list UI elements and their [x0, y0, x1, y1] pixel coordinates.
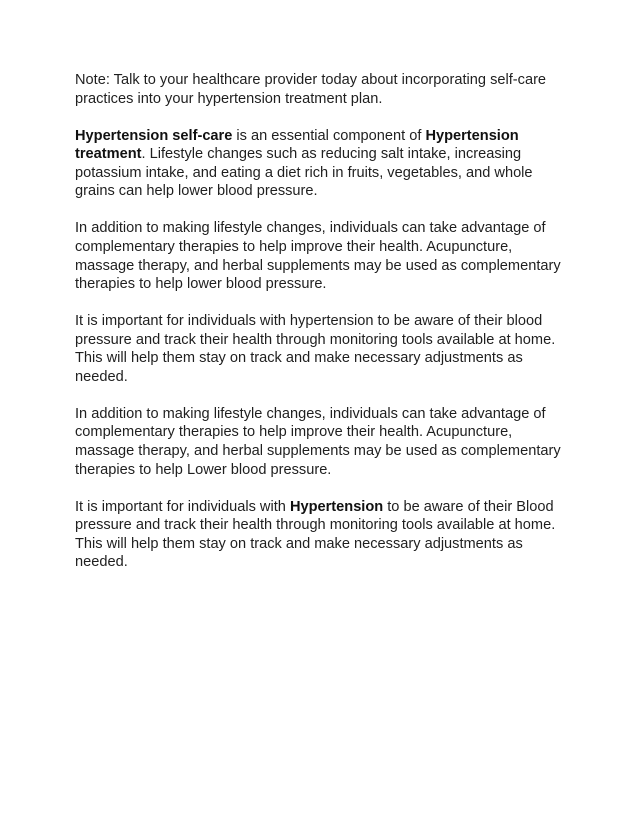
bold-term-self-care: Hypertension self-care [75, 127, 233, 144]
document-body [75, 71, 575, 590]
paragraph-monitoring: It is important for individuals with hypertension to be aware of their blood pressure and track their health through monitoring tools available at home. This will help them stay on track and make necessary adjustments as needed. [75, 313, 556, 385]
paragraph-text: is an essential component of [232, 127, 426, 144]
bold-term-treatment: Hypertension treatment [75, 127, 519, 163]
bold-term-hypertension: Hypertension [289, 498, 384, 515]
paragraph-therapies-repeat: In addition to making lifestyle changes, individuals can take advantage of complementary therapies to help improve their health. Acupuncture, massage therapy, and herbal supplements may be used as complementary therapies to help Lower blood pressure. [75, 405, 561, 478]
paragraph-therapies: In addition to making lifestyle changes, individuals can take advantage of complementary therapies to help improve their health. Acupuncture, massage therapy, and herbal supplements may be used as complementary therapies to help lower blood pressure. [75, 220, 561, 293]
paragraph-self-care [75, 127, 575, 201]
paragraph-text: to be aware of their Blood pressure and track their health through monitoring tools available at home. This will help them stay on track and make necessary adjustments as needed. [75, 498, 556, 571]
note-paragraph: Note: Talk to your healthcare provider today about incorporating self-care practices into your hypertension treatment plan. [75, 72, 547, 107]
paragraph-text: It is important for individuals with [75, 498, 290, 515]
paragraph-text: . Lifestyle changes such as reducing salt intake, increasing potassium intake, and eating a diet rich in fruits, vegetables, and whole grains can help lower blood pressure. [75, 146, 533, 200]
paragraph-monitoring-repeat [75, 498, 575, 572]
